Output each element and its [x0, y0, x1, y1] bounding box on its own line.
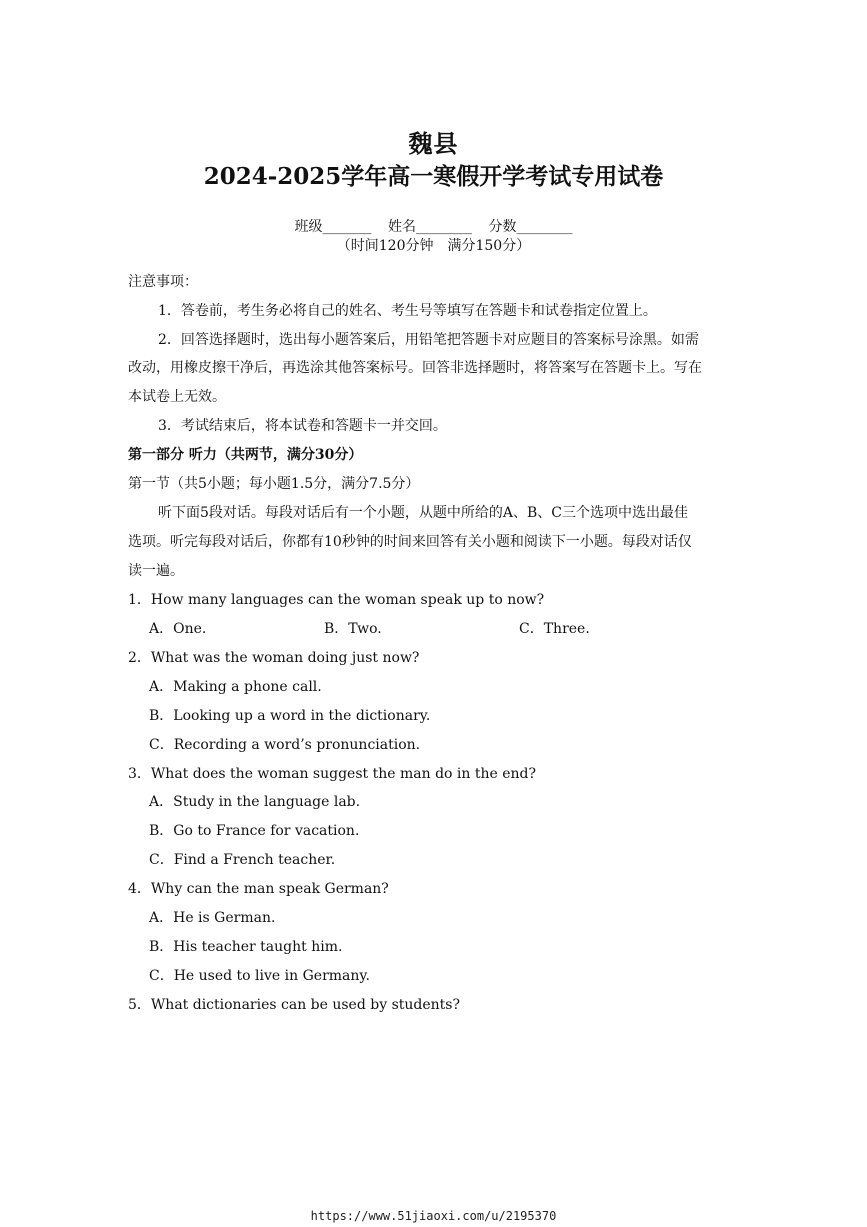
part1-heading: 第一部分 听力（共两节，满分30分）	[128, 447, 363, 463]
notice-item-3: 3．考试结束后，将本试卷和答题卡一并交回。	[158, 418, 447, 434]
question-1-option-c: C．Three.	[519, 621, 590, 637]
question-2-stem: 2．What was the woman doing just now?	[128, 650, 420, 666]
question-3-option-a: A．Study in the language lab.	[149, 794, 361, 810]
time-note: （时间120分钟 满分150分）	[336, 238, 531, 254]
notice-heading: 注意事项：	[128, 274, 198, 290]
question-4-option-a: A．He is German.	[149, 910, 276, 926]
question-3-option-c: C．Find a French teacher.	[149, 852, 336, 868]
title-county: 魏县	[408, 129, 459, 158]
footer-url: https://www.51jiaoxi.com/u/2195370	[310, 1209, 557, 1223]
instructions-line-3: 读一遍。	[128, 563, 184, 579]
question-4-option-b: B．His teacher taught him.	[149, 939, 343, 955]
notice-item-2-line-2: 改动，用橡皮擦干净后，再选涂其他答案标号。回答非选择题时，将答案写在答题卡上。写在	[128, 360, 702, 376]
student-info-row	[0, 216, 867, 236]
question-2-option-a: A．Making a phone call.	[149, 679, 322, 695]
question-2-option-b: B．Looking up a word in the dictionary.	[149, 708, 431, 724]
question-5-stem: 5．What dictionaries can be used by students?	[128, 997, 460, 1013]
question-1-option-a: A．One.	[149, 621, 207, 637]
score-field: 分数________	[488, 219, 573, 235]
question-2-option-c: C．Recording a word’s pronunciation.	[149, 737, 421, 753]
section1-heading: 第一节（共5小题；每小题1.5分，满分7.5分）	[128, 476, 420, 492]
question-4-option-c: C．He used to live in Germany.	[149, 968, 370, 984]
notice-item-2-line-3: 本试卷上无效。	[128, 389, 226, 405]
question-1-option-b: B．Two.	[324, 621, 382, 637]
question-4-stem: 4．Why can the man speak German?	[128, 881, 389, 897]
question-1-stem: 1．How many languages can the woman speak up to now?	[128, 592, 545, 608]
class-field: 班级_______	[294, 219, 372, 235]
question-3-stem: 3．What does the woman suggest the man do in the end?	[128, 766, 536, 782]
question-3-option-b: B．Go to France for vacation.	[149, 823, 360, 839]
title-exam: 2024-2025学年高一寒假开学考试专用试卷	[203, 163, 664, 190]
notice-item-1: 1．答卷前，考生务必将自己的姓名、考生号等填写在答题卡和试卷指定位置上。	[158, 303, 657, 319]
instructions-line-2: 选项。听完每段对话后，你都有10秒钟的时间来回答有关小题和阅读下一小题。每段对话仅	[128, 534, 692, 550]
instructions-line-1: 听下面5段对话。每段对话后有一个小题，从题中所给的A、B、C三个选项中选出最佳	[158, 505, 689, 521]
notice-item-2-line-1: 2．回答选择题时，选出每小题答案后，用铅笔把答题卡对应题目的答案标号涂黑。如需	[158, 332, 699, 348]
name-field: 姓名________	[388, 219, 472, 235]
